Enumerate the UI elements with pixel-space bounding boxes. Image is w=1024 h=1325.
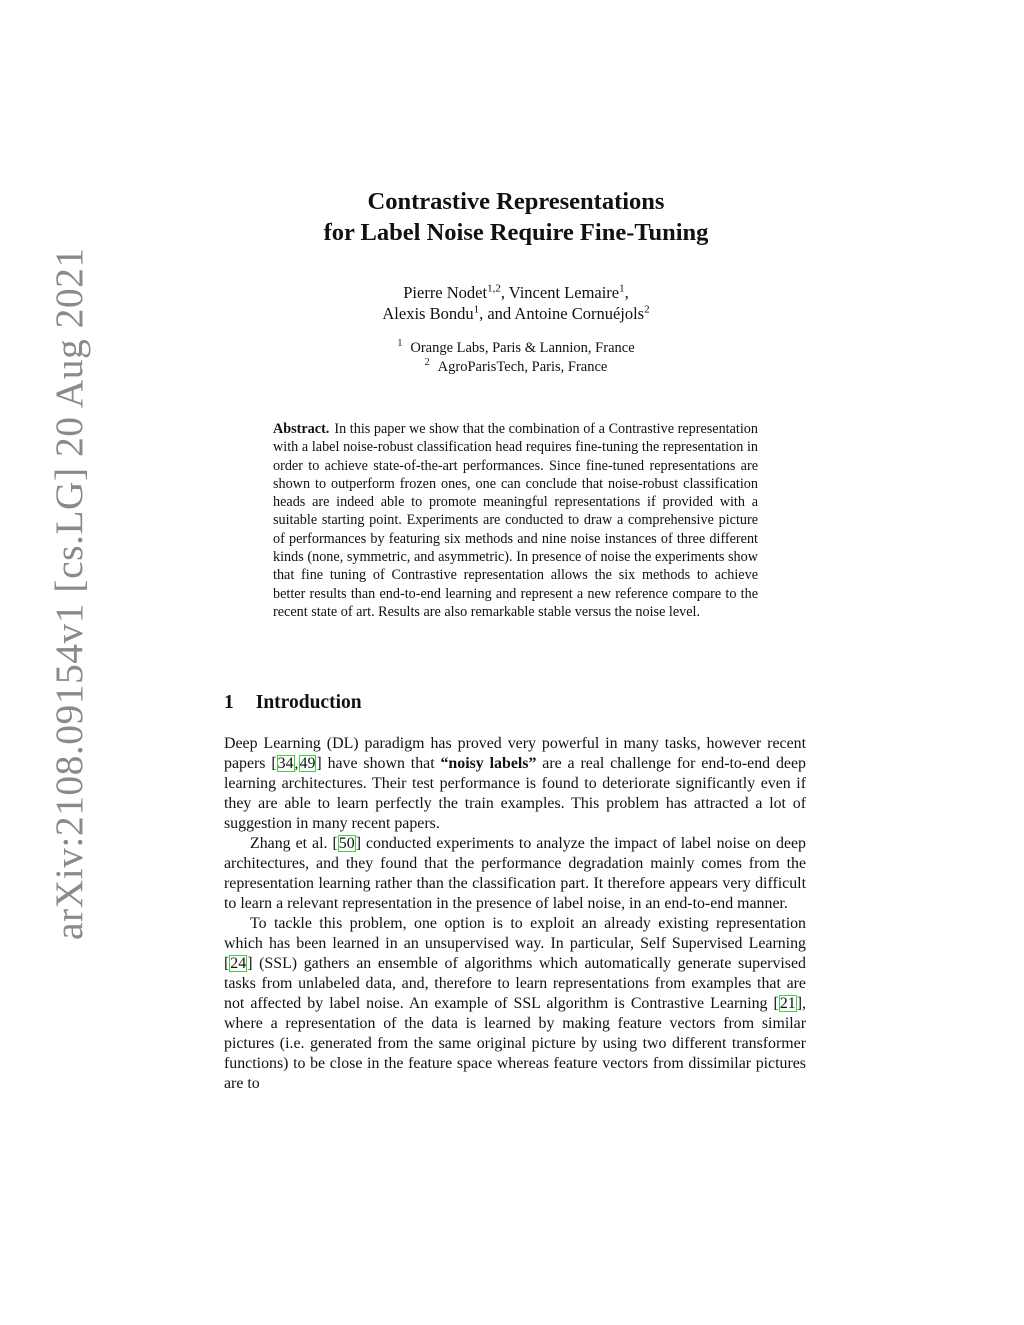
title-line-1: Contrastive Representations	[367, 188, 665, 215]
affiliation-mark: 1	[397, 338, 403, 350]
section-title: Introduction	[255, 692, 362, 713]
citation-link[interactable]: 49	[299, 755, 316, 772]
affiliation-item	[224, 339, 808, 358]
author-name: Antoine Cornuéjols	[514, 304, 645, 323]
author-list	[224, 282, 808, 324]
text-run: ], where a representation of the data is learned by making feature vectors from similar pictures (i.e. generated from the same original picture by using two different transformer functions) to be close in the feature space whereas feature vectors from dissimilar pictures are to	[224, 995, 806, 1092]
text-run: ] (SSL) gathers an ensemble of algorithms which automatically generate supervised tasks from unlabeled data, and, therefore to learn representations from examples that are not affected by label noise. An example of SSL algorithm is Contrastive Learning [	[224, 955, 806, 1012]
affiliation-mark: 2	[424, 356, 430, 368]
author-name: Alexis Bondu	[382, 304, 474, 323]
authors-line-2: Alexis Bondu$^1$, and Antoine Cornuéjols$^2$	[382, 303, 650, 323]
arxiv-identifier: arXiv:2108.09154v1 [cs.LG] 20 Aug 2021	[47, 247, 91, 940]
abstract-label: Abstract.	[273, 421, 330, 437]
text-run: To tackle this problem, one option is to exploit an already existing representation which has been learned in an unsupervised way. In particular, Self Supervised Learning [	[224, 915, 806, 972]
text-run: are a real challenge for end-to-end deep learning architectures. Their test performance is found to deteriorate significantly even if they are able to learn perfectly the train examples. This problem has attracted a lot of suggestion in many recent papers.	[224, 755, 806, 832]
affiliation-text: Orange Labs, Paris & Lannion, France	[410, 340, 635, 356]
section-heading	[224, 691, 362, 715]
citation-link[interactable]: 21	[779, 995, 796, 1012]
abstract-text: In this paper we show that the combination of a Contrastive representation with a label noise-robust classification head requires fine-tuning the representation in order to achieve state-of-the-art performances. Since fine-tuned representations are shown to outperform frozen ones, one can conclude that noise-robust classification heads are indeed able to promote meaningful representations if provided with a suitable starting point. Experiments are conducted to draw a comprehensive picture of performances by featuring six methods and nine noise instances of three different kinds (none, symmetric, and asymmetric). In presence of noise the experiments show that fine tuning of Contrastive representation allows the six methods to achieve better results than end-to-end learning and represent a new reference compare to the recent state of art. Results are also remarkable stable versus the noise level.	[273, 421, 758, 620]
author-name: Vincent Lemaire	[508, 283, 620, 302]
emphasis-noisy-labels: “noisy labels”	[440, 755, 537, 772]
author-affiliation-mark: 1	[619, 282, 625, 295]
paper-title	[224, 186, 808, 248]
author-name: Pierre Nodet	[403, 283, 488, 302]
title-line-2: for Label Noise Require Fine-Tuning	[323, 219, 709, 246]
authors-line-1: Pierre Nodet$^{1,2}$, Vincent Lemaire$^1$,	[403, 282, 629, 302]
text-run: ,	[294, 755, 299, 772]
text-run: Deep Learning (DL) paradigm has proved very powerful in many tasks, however recent papers [	[224, 735, 806, 772]
affiliation-text: AgroParisTech, Paris, France	[437, 358, 608, 375]
citation-link[interactable]: 34	[277, 755, 294, 772]
paragraph-3	[224, 914, 806, 1094]
author-affiliation-mark: 1	[473, 303, 480, 316]
abstract	[273, 420, 758, 621]
citation-link[interactable]: 24	[230, 955, 247, 972]
text-run: ] have shown that	[316, 755, 441, 772]
text-run: Zhang et al. [	[250, 835, 338, 852]
paragraph-2	[224, 834, 806, 914]
introduction-body	[224, 734, 806, 1094]
paragraph-1	[224, 734, 806, 834]
author-affiliation-mark: 1,2	[487, 282, 501, 295]
affiliation-list	[224, 339, 808, 376]
text-run: ] conducted experiments to analyze the impact of label noise on deep architectures, and they found that the performance degradation mainly comes from the representation learning rather than the classification part. It therefore appears very difficult to learn a relevant representation in the presence of label noise, in an end-to-end manner.	[224, 835, 806, 912]
arxiv-side-stamp	[0, 0, 91, 1325]
citation-link[interactable]: 50	[338, 835, 355, 852]
author-affiliation-mark: 2	[644, 303, 650, 316]
section-number: 1	[224, 692, 234, 713]
affiliation-item	[224, 358, 808, 377]
